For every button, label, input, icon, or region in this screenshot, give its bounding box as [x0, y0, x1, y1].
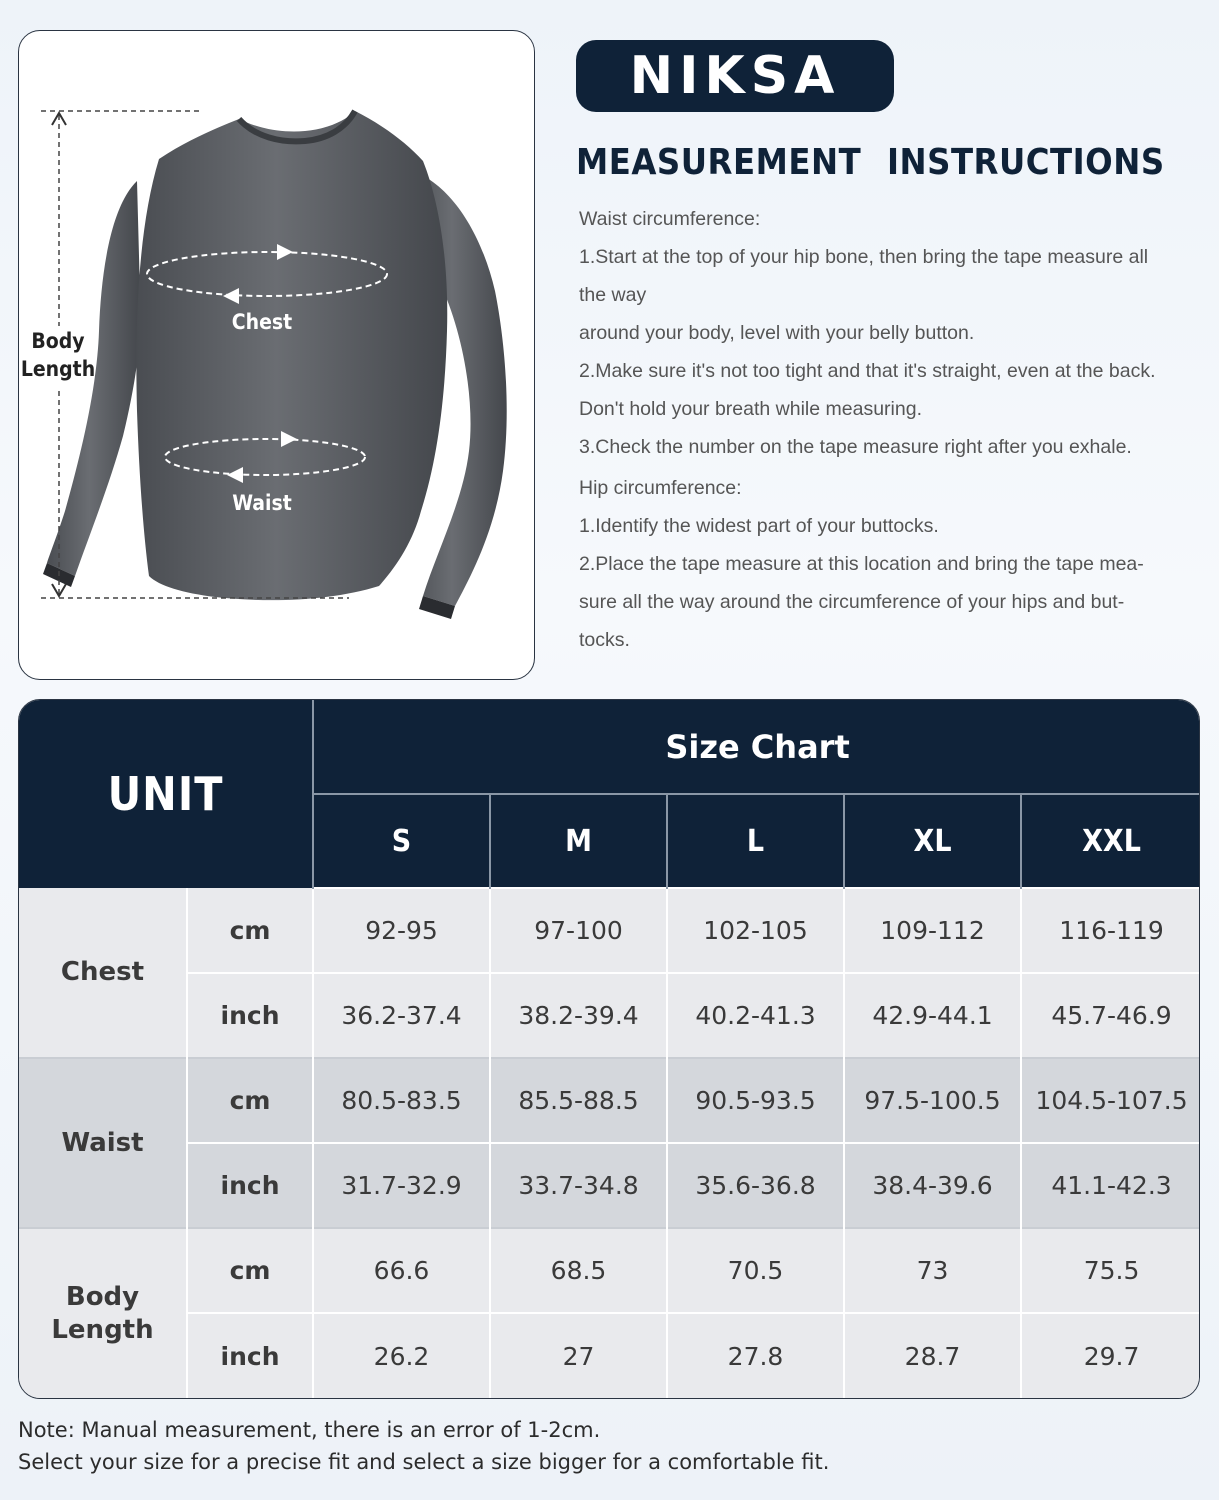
instruction-line: 3.Check the number on the tape measure right after you exhale.	[579, 436, 1132, 458]
instruction-line: around your body, level with your belly button.	[579, 322, 975, 344]
table-cell: 90.5-93.5	[667, 1058, 844, 1143]
unit-label-cm: cm	[187, 888, 313, 973]
instruction-line: Hip circumference:	[579, 477, 742, 499]
row-group-body-length-line2: Length	[51, 1314, 154, 1345]
table-row	[19, 1228, 1200, 1313]
size-header-l: L	[667, 794, 844, 888]
table-cell: 38.4-39.6	[844, 1143, 1021, 1228]
instruction-line: 2.Make sure it's not too tight and that it's straight, even at the back.	[579, 360, 1156, 382]
size-header-xl: XL	[844, 794, 1021, 888]
body-length-label	[19, 327, 97, 383]
table-row	[19, 1058, 1200, 1143]
table-cell: 66.6	[313, 1228, 490, 1313]
unit-label-cm: cm	[187, 1228, 313, 1313]
table-cell: 40.2-41.3	[667, 973, 844, 1058]
instruction-line: 1.Start at the top of your hip bone, then bring the tape measure all	[579, 246, 1149, 268]
unit-header: UNIT	[19, 700, 313, 888]
table-cell: 36.2-37.4	[313, 973, 490, 1058]
instruction-line: the way	[579, 284, 647, 306]
instruction-line: Don't hold your breath while measuring.	[579, 398, 922, 420]
unit-label-inch: inch	[187, 1313, 313, 1398]
table-row	[19, 1143, 1200, 1228]
table-cell: 75.5	[1021, 1228, 1200, 1313]
brand-logo: NIKSA	[576, 40, 894, 112]
table-cell: 35.6-36.8	[667, 1143, 844, 1228]
chest-label: Chest	[231, 310, 293, 334]
table-cell: 97-100	[490, 888, 667, 973]
note-line: Note: Manual measurement, there is an error of 1-2cm.	[18, 1418, 601, 1442]
table-cell: 92-95	[313, 888, 490, 973]
table-cell: 33.7-34.8	[490, 1143, 667, 1228]
torso	[136, 111, 447, 600]
table-row	[19, 973, 1200, 1058]
table-cell: 109-112	[844, 888, 1021, 973]
table-cell: 97.5-100.5	[844, 1058, 1021, 1143]
table-cell: 26.2	[313, 1313, 490, 1398]
table-cell: 28.7	[844, 1313, 1021, 1398]
table-cell: 104.5-107.5	[1021, 1058, 1200, 1143]
unit-label-inch: inch	[187, 973, 313, 1058]
instruction-line: sure all the way around the circumference of your hips and but-	[579, 591, 1125, 613]
instructions-text	[579, 200, 1199, 659]
table-cell: 102-105	[667, 888, 844, 973]
row-group-body-length	[19, 1228, 187, 1398]
note-line: Select your size for a precise fit and select a size bigger for a comfortable fit.	[18, 1450, 830, 1474]
table-cell: 80.5-83.5	[313, 1058, 490, 1143]
size-header-m: M	[490, 794, 667, 888]
table-cell: 85.5-88.5	[490, 1058, 667, 1143]
table-cell: 68.5	[490, 1228, 667, 1313]
size-header-xxl: XXL	[1021, 794, 1200, 888]
instruction-line: 1.Identify the widest part of your buttocks.	[579, 515, 939, 537]
size-header-s: S	[313, 794, 490, 888]
table-cell: 116-119	[1021, 888, 1200, 973]
row-group-body-length-line1: Body	[65, 1281, 140, 1312]
table-row	[19, 1313, 1200, 1398]
instruction-line: Waist circumference:	[579, 208, 761, 230]
footnote	[18, 1414, 1208, 1478]
waist-label: Waist	[232, 491, 292, 515]
unit-label-inch: inch	[187, 1143, 313, 1228]
table-cell: 45.7-46.9	[1021, 973, 1200, 1058]
table-cell: 38.2-39.4	[490, 973, 667, 1058]
table-row	[19, 888, 1200, 973]
table-cell: 73	[844, 1228, 1021, 1313]
table-cell: 41.1-42.3	[1021, 1143, 1200, 1228]
row-group-waist: Waist	[19, 1058, 187, 1228]
table-cell: 27.8	[667, 1313, 844, 1398]
size-chart-title: Size Chart	[313, 700, 1200, 794]
table-cell: 29.7	[1021, 1313, 1200, 1398]
instruction-line: 2.Place the tape measure at this location and bring the tape mea-	[579, 553, 1144, 575]
row-group-chest: Chest	[19, 888, 187, 1058]
instruction-line: tocks.	[579, 629, 630, 651]
table-cell: 31.7-32.9	[313, 1143, 490, 1228]
table-cell: 42.9-44.1	[844, 973, 1021, 1058]
size-chart-table	[18, 699, 1200, 1399]
table-cell: 27	[490, 1313, 667, 1398]
instructions-title: MEASUREMENT INSTRUCTIONS	[576, 142, 1165, 183]
measurement-illustration	[18, 30, 535, 680]
unit-label-cm: cm	[187, 1058, 313, 1143]
body-length-label-line2: Length	[20, 357, 96, 381]
body-length-label-line1: Body	[31, 329, 85, 353]
table-cell: 70.5	[667, 1228, 844, 1313]
